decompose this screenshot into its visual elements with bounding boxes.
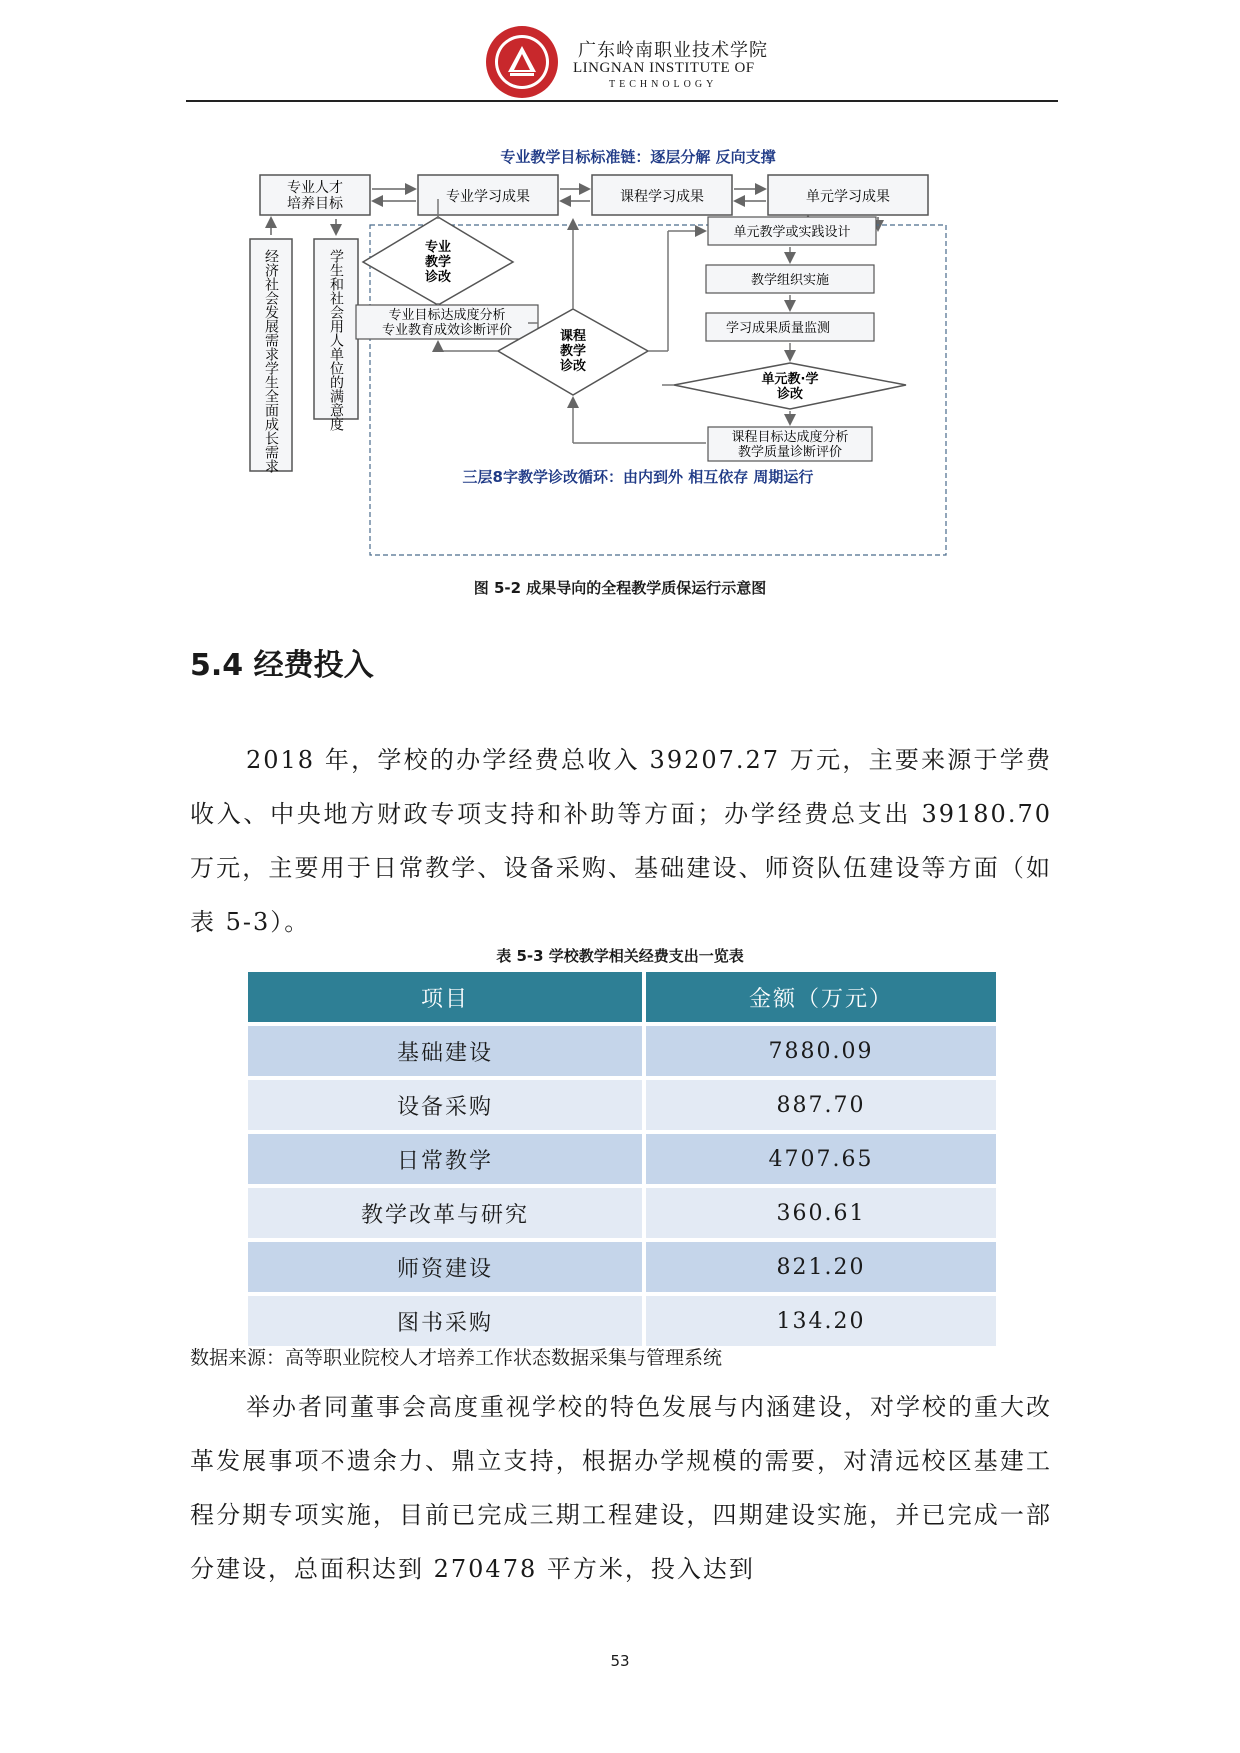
figure-caption: 图 5-2 成果导向的全程教学质保运行示意图 bbox=[473, 579, 767, 597]
diagram-canvas bbox=[238, 137, 1038, 557]
satisfaction-text: 学生和社会用人单位的满意度 bbox=[328, 249, 344, 431]
section-title: 5.4 经费投入 bbox=[190, 648, 374, 683]
diamond-course-l1: 课程 bbox=[559, 329, 587, 344]
econ-needs-text: 经济社会发展需求学生全面成长需求 bbox=[263, 249, 279, 473]
table-row bbox=[248, 1134, 996, 1184]
box-monitor bbox=[706, 313, 874, 341]
page-number: 53 bbox=[610, 1652, 630, 1670]
course-analysis-l2: 教学质量诊断评价 bbox=[737, 445, 843, 460]
box-major-analysis bbox=[356, 305, 538, 339]
diamond-major-l3: 诊改 bbox=[424, 270, 452, 285]
major-analysis-l1: 专业目标达成度分析 bbox=[388, 308, 506, 323]
table-header-row bbox=[248, 972, 996, 1022]
box-course-analysis bbox=[708, 427, 872, 461]
funding-table bbox=[248, 972, 996, 1350]
talent-goal-line2: 培养目标 bbox=[287, 196, 343, 212]
row-amount: 887.70 bbox=[646, 1080, 996, 1130]
paragraph-funding-overview: 2018 年，学校的办学经费总收入 39207.27 万元，主要来源于学费收入、中央地方财政专项支持和补助等方面；办学经费总支出 39180.70 万元，主要用于日常教学、设备采购、基础建设、师资队伍建设等方面（如表 5-3）。 bbox=[190, 746, 1052, 936]
table-row bbox=[248, 1296, 996, 1346]
row-item: 设备采购 bbox=[248, 1080, 642, 1130]
row-item: 日常教学 bbox=[248, 1134, 642, 1184]
course-outcome-label: 课程学习成果 bbox=[620, 189, 704, 205]
major-outcome-label: 专业学习成果 bbox=[446, 189, 530, 205]
row-amount: 4707.65 bbox=[646, 1134, 996, 1184]
data-source-note: 数据来源：高等职业院校人才培养工作状态数据采集与管理系统 bbox=[190, 1347, 723, 1369]
unit-design-label: 单元教学或实践设计 bbox=[733, 225, 851, 240]
table-row bbox=[248, 1026, 996, 1076]
diamond-major-l2: 教学 bbox=[424, 255, 452, 270]
header-divider bbox=[186, 100, 1058, 102]
diamond-unit-l1: 单元教·学 bbox=[761, 372, 819, 387]
box-unit-design bbox=[708, 217, 876, 245]
talent-goal-line1: 专业人才 bbox=[287, 180, 343, 196]
paragraph-investment: 举办者同董事会高度重视学校的特色发展与内涵建设，对学校的重大改革发展事项不遗余力、鼎立支持，根据办学规模的需要，对清远校区基建工程分期专项实施，目前已完成三期工程建设，四期建设实施，并已完成一部分建设，总面积达到 270478 平方米，投入达到 bbox=[190, 1393, 1052, 1583]
box-major-outcome bbox=[418, 175, 558, 215]
box-unit-outcome bbox=[768, 175, 928, 215]
diamond-major-diagnosis bbox=[363, 217, 513, 305]
row-item: 师资建设 bbox=[248, 1242, 642, 1292]
school-logo-icon bbox=[484, 24, 560, 100]
box-satisfaction bbox=[314, 239, 358, 431]
monitor-label: 学习成果质量监测 bbox=[725, 321, 831, 336]
school-name-en-line2: TECHNOLOGY bbox=[609, 79, 718, 90]
org-label: 教学组织实施 bbox=[750, 273, 830, 288]
header-item: 项目 bbox=[248, 972, 642, 1022]
box-talent-goal bbox=[260, 175, 370, 215]
quality-assurance-diagram bbox=[238, 137, 1038, 557]
row-amount: 134.20 bbox=[646, 1296, 996, 1346]
page-header bbox=[186, 20, 1058, 100]
diamond-unit-l2: 诊改 bbox=[776, 387, 804, 402]
table-caption: 表 5-3 学校教学相关经费支出一览表 bbox=[496, 947, 744, 965]
row-amount: 821.20 bbox=[646, 1242, 996, 1292]
table-row bbox=[248, 1188, 996, 1238]
school-name-cn: 广东岭南职业技术学院 bbox=[578, 40, 768, 61]
table-row bbox=[248, 1242, 996, 1292]
row-item: 基础建设 bbox=[248, 1026, 642, 1076]
diamond-course-l2: 教学 bbox=[559, 344, 587, 359]
box-course-outcome bbox=[592, 175, 732, 215]
unit-outcome-label: 单元学习成果 bbox=[806, 189, 890, 205]
table-row bbox=[248, 1080, 996, 1130]
box-econ-needs bbox=[250, 239, 292, 473]
diagram-bottom-title: 三层8字教学诊改循环：由内到外 相互依存 周期运行 bbox=[462, 468, 814, 486]
diamond-course-l3: 诊改 bbox=[559, 359, 587, 374]
row-amount: 360.61 bbox=[646, 1188, 996, 1238]
header-amount: 金额（万元） bbox=[646, 972, 996, 1022]
diamond-unit-diagnosis bbox=[674, 363, 906, 409]
row-amount: 7880.09 bbox=[646, 1026, 996, 1076]
box-org bbox=[706, 265, 874, 293]
major-analysis-l2: 专业教育成效诊断评价 bbox=[381, 323, 513, 338]
diagram-top-title: 专业教学目标标准链：逐层分解 反向支撑 bbox=[500, 148, 776, 166]
row-item: 教学改革与研究 bbox=[248, 1188, 642, 1238]
diamond-major-l1: 专业 bbox=[424, 240, 452, 255]
school-name-en-line1: LINGNAN INSTITUTE OF bbox=[573, 60, 755, 76]
row-item: 图书采购 bbox=[248, 1296, 642, 1346]
course-analysis-l1: 课程目标达成度分析 bbox=[731, 430, 849, 445]
